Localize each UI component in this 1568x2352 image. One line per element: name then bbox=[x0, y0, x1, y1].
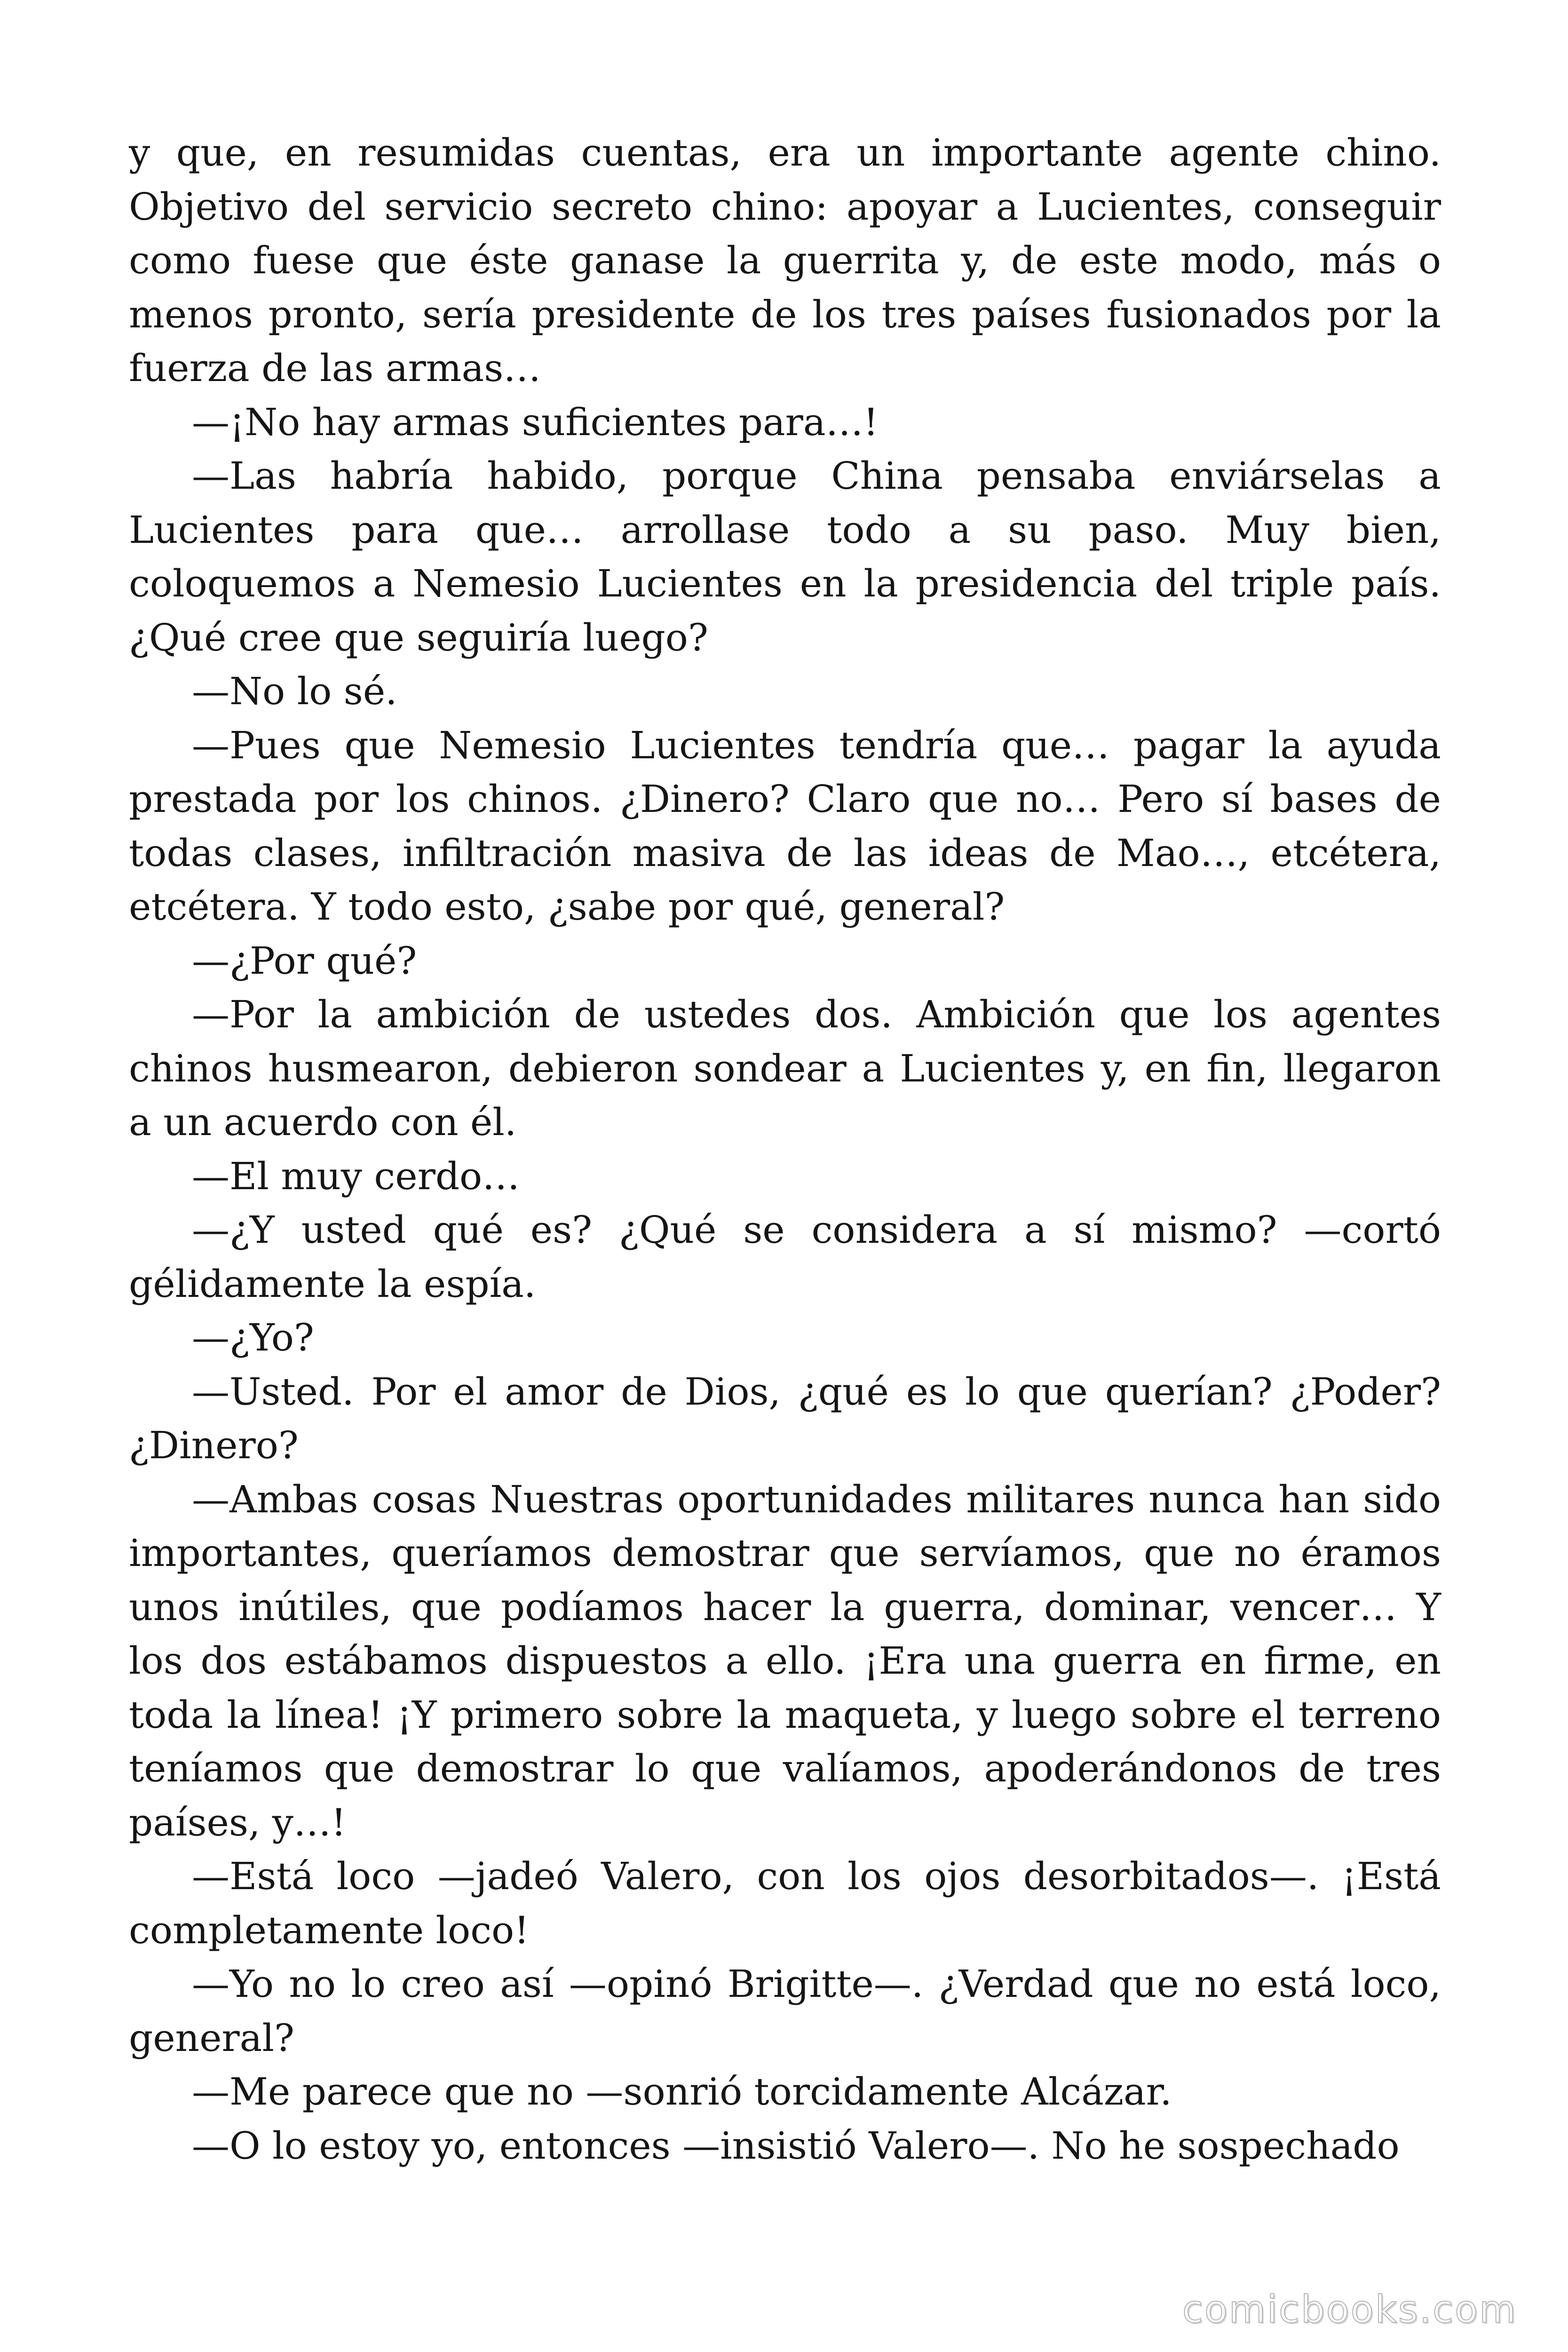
watermark-logo: comicbooks.com bbox=[1182, 2288, 1517, 2331]
paragraph: —Pues que Nemesio Lucientes tendría que… pagar la ayuda prestada por los chinos. ¿Dinero? Claro que no… Pero sí bases de todas clases, infiltración masiva de las ideas de Mao…, etcétera, etcétera. Y todo esto, ¿sabe por qué, general? bbox=[129, 723, 1441, 929]
paragraph: —Las habría habido, porque China pensaba enviárselas a Lucientes para que… arrollase todo a su paso. Muy bien, coloquemos a Nemesio Lucientes en la presidencia del triple país. ¿Qué cree que seguiría luego? bbox=[129, 454, 1441, 660]
paragraph: —Ambas cosas Nuestras oportunidades militares nunca han sido importantes, queríamos demostrar que servíamos, que no éramos unos inútiles, que podíamos hacer la guerra, dominar, vencer… Y los dos estábamos dispuestos a ello. ¡Era una guerra en firme, en toda la línea! ¡Y primero sobre la maqueta, y luego sobre el terreno teníamos que demostrar lo que valíamos, apoderándonos de tres países, y…! bbox=[129, 1477, 1441, 1844]
paragraph: —No lo sé. bbox=[192, 669, 397, 713]
paragraph: —Me parece que no —sonrió torcidamente Alcázar. bbox=[192, 2070, 1172, 2114]
body-text bbox=[129, 126, 1441, 2173]
paragraph: —O lo estoy yo, entonces —insistió Valero—. No he sospechado bbox=[192, 2123, 1400, 2168]
paragraph: —Usted. Por el amor de Dios, ¿qué es lo que querían? ¿Poder? ¿Dinero? bbox=[129, 1369, 1441, 1467]
paragraph: —¡No hay armas suficientes para…! bbox=[192, 400, 879, 444]
paragraph: —¿Por qué? bbox=[192, 938, 417, 983]
paragraph: —El muy cerdo… bbox=[192, 1154, 520, 1198]
paragraph: —Yo no lo creo así —opinó Brigitte—. ¿Verdad que no está loco, general? bbox=[129, 1962, 1441, 2060]
paragraph: —¿Y usted qué es? ¿Qué se considera a sí mismo? —cortó gélidamente la espía. bbox=[129, 1208, 1441, 1306]
paragraph: y que, en resumidas cuentas, era un importante agente chino. Objetivo del servicio secreto chino: apoyar a Lucientes, conseguir como fuese que éste ganase la guerrita y, de este modo, más o menos pronto, sería presidente de los tres países fusionados por la fuerza de las armas… bbox=[129, 131, 1441, 390]
paragraph: —Por la ambición de ustedes dos. Ambición que los agentes chinos husmearon, debieron sondear a Lucientes y, en fin, llegaron a un acuerdo con él. bbox=[129, 993, 1441, 1144]
paragraph: —¿Yo? bbox=[192, 1316, 314, 1359]
paragraph: —Está loco —jadeó Valero, con los ojos desorbitados—. ¡Está completamente loco! bbox=[129, 1854, 1441, 1952]
